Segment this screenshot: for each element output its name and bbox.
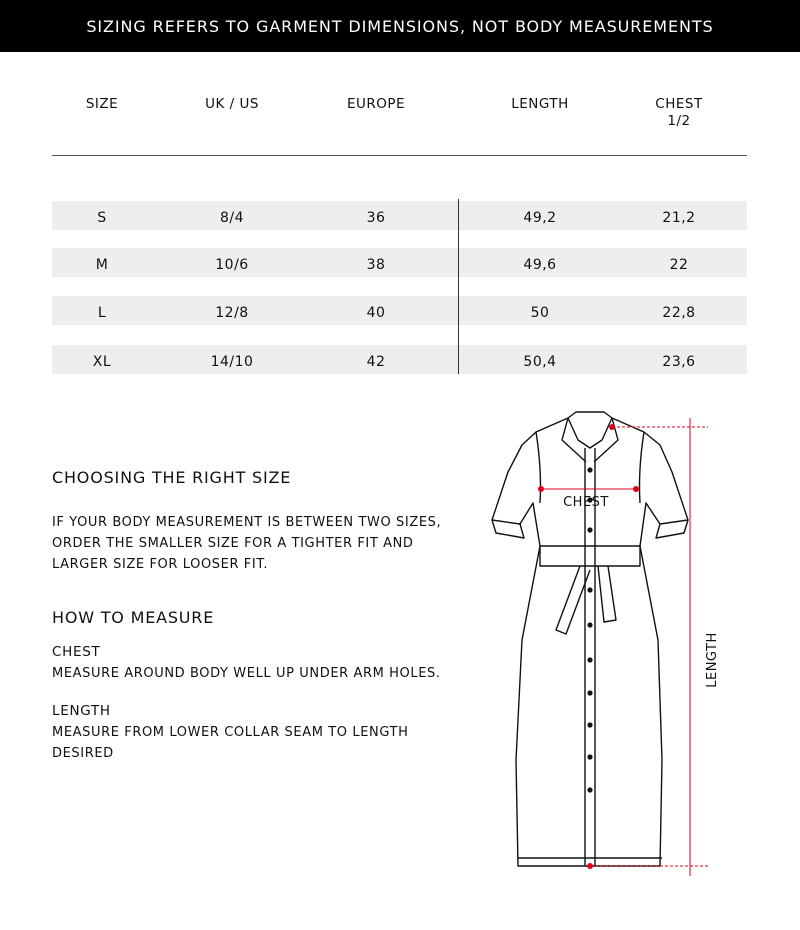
row-xl xyxy=(0,345,800,374)
cell-uk-us: 10/6 xyxy=(215,257,249,273)
cell-chest: 21,2 xyxy=(662,210,696,226)
header-length: LENGTH xyxy=(511,96,569,112)
header-chest-half: 1/2 xyxy=(667,113,691,129)
row-m xyxy=(0,248,800,277)
belt-tie-right xyxy=(598,566,616,622)
sizing-banner: SIZING REFERS TO GARMENT DIMENSIONS, NOT BODY MEASUREMENTS xyxy=(0,0,800,52)
cell-size: S xyxy=(97,210,107,226)
chest-title: CHEST xyxy=(52,644,101,660)
length-label: LENGTH xyxy=(705,632,720,688)
choosing-line: LARGER SIZE FOR LOOSER FIT. xyxy=(52,557,269,572)
collar xyxy=(568,412,612,448)
cell-europe: 40 xyxy=(366,305,386,321)
header-chest-label: CHEST xyxy=(655,96,703,112)
cell-chest: 22 xyxy=(669,257,689,273)
how-title: HOW TO MEASURE xyxy=(52,608,215,627)
cell-size: XL xyxy=(92,354,112,370)
choosing-text xyxy=(52,512,462,575)
header-size: SIZE xyxy=(85,96,119,112)
cell-uk-us: 8/4 xyxy=(219,210,245,226)
header-chest xyxy=(655,96,702,130)
shirt-dress-illustration xyxy=(470,400,740,890)
cell-size: L xyxy=(97,305,107,321)
length-line: MEASURE FROM LOWER COLLAR SEAM TO LENGTH xyxy=(52,725,409,740)
chest-marker-left xyxy=(538,486,544,492)
dress-outline xyxy=(492,418,688,866)
cell-uk-us: 14/10 xyxy=(210,354,254,370)
row-l xyxy=(0,296,800,325)
header-uk-us: UK / US xyxy=(205,96,259,112)
collar-point-left xyxy=(562,418,586,462)
cell-europe: 36 xyxy=(366,210,386,226)
choosing-title: CHOOSING THE RIGHT SIZE xyxy=(52,468,292,487)
cell-uk-us: 12/8 xyxy=(215,305,249,321)
length-marker-top xyxy=(609,424,615,430)
placket xyxy=(585,448,595,866)
cell-length: 50,4 xyxy=(523,354,557,370)
collar-point-right xyxy=(594,418,618,462)
cell-length: 49,2 xyxy=(523,210,557,226)
cell-size: M xyxy=(95,257,109,273)
cell-europe: 42 xyxy=(366,354,386,370)
cell-length: 50 xyxy=(530,305,550,321)
header-europe: EUROPE xyxy=(346,96,406,112)
length-line: DESIRED xyxy=(52,746,114,761)
chest-text: MEASURE AROUND BODY WELL UP UNDER ARM HOLES. xyxy=(52,666,441,681)
row-s xyxy=(0,201,800,230)
chest-label: CHEST xyxy=(563,495,609,510)
choosing-line: ORDER THE SMALLER SIZE FOR A TIGHTER FIT AND xyxy=(52,536,414,551)
length-marker-bottom xyxy=(587,863,593,869)
length-title: LENGTH xyxy=(52,703,111,719)
choosing-line: IF YOUR BODY MEASUREMENT IS BETWEEN TWO SIZES, xyxy=(52,515,442,530)
chest-marker-right xyxy=(633,486,639,492)
buttons xyxy=(587,467,592,792)
header-divider xyxy=(52,155,747,156)
cell-europe: 38 xyxy=(366,257,386,273)
length-text xyxy=(52,722,462,764)
cell-chest: 23,6 xyxy=(662,354,696,370)
belt xyxy=(540,546,640,566)
cell-chest: 22,8 xyxy=(662,305,696,321)
armhole-right xyxy=(640,432,645,503)
armhole-left xyxy=(536,432,541,503)
cell-length: 49,6 xyxy=(523,257,557,273)
